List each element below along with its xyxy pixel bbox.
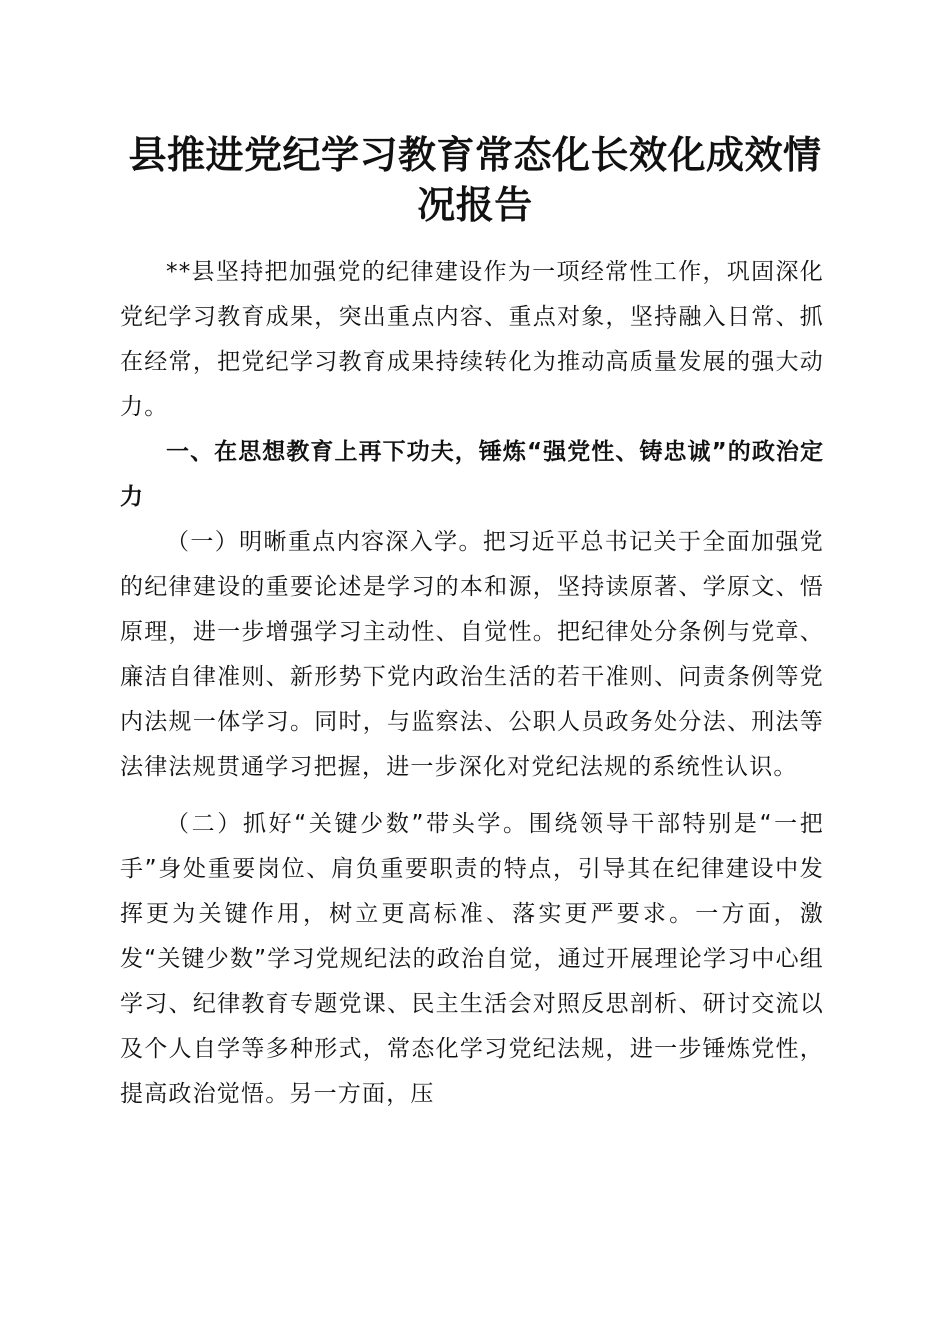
document-body xyxy=(120,250,824,1117)
intro-paragraph: **县坚持把加强党的纪律建设作为一项经常性工作，巩固深化党纪学习教育成果，突出重点内容、重点对象，坚持融入日常、抓在经常，把党纪学习教育成果持续转化为推动高质量发展的强大动力。 xyxy=(120,259,824,420)
document-title: 县推进党纪学习教育常态化长效化成效情况报告 xyxy=(128,132,822,227)
subsection-paragraph-1: （一）明晰重点内容深入学。把习近平总书记关于全面加强党的纪律建设的重要论述是学习的本和源，坚持读原著、学原文、悟原理，进一步增强学习主动性、自觉性。把纪律处分条例与党章、廉洁自律准则、新形势下党内政治生活的若干准则、问责条例等党内法规一体学习。同时，与监察法、公职人员政务处分法、刑法等法律法规贯通学习把握，进一步深化对党纪法规的系统性认识。 xyxy=(120,529,824,780)
section-heading-1: 一、在思想教育上再下功夫，锤炼“强党性、铸忠诚”的政治定力 xyxy=(120,439,824,510)
subsection-paragraph-2: （二）抓好“关键少数”带头学。围绕领导干部特别是“一把手”身处重要岗位、肩负重要职责的特点，引导其在纪律建设中发挥更为关键作用，树立更高标准、落实更严要求。一方面，激发“关键少数”学习党规纪法的政治自觉，通过开展理论学习中心组学习、纪律教育专题党课、民主生活会对照反思剖析、研讨交流以及个人自学等多种形式，常态化学习党纪法规，进一步锤炼党性，提高政治觉悟。另一方面，压 xyxy=(120,811,824,1107)
